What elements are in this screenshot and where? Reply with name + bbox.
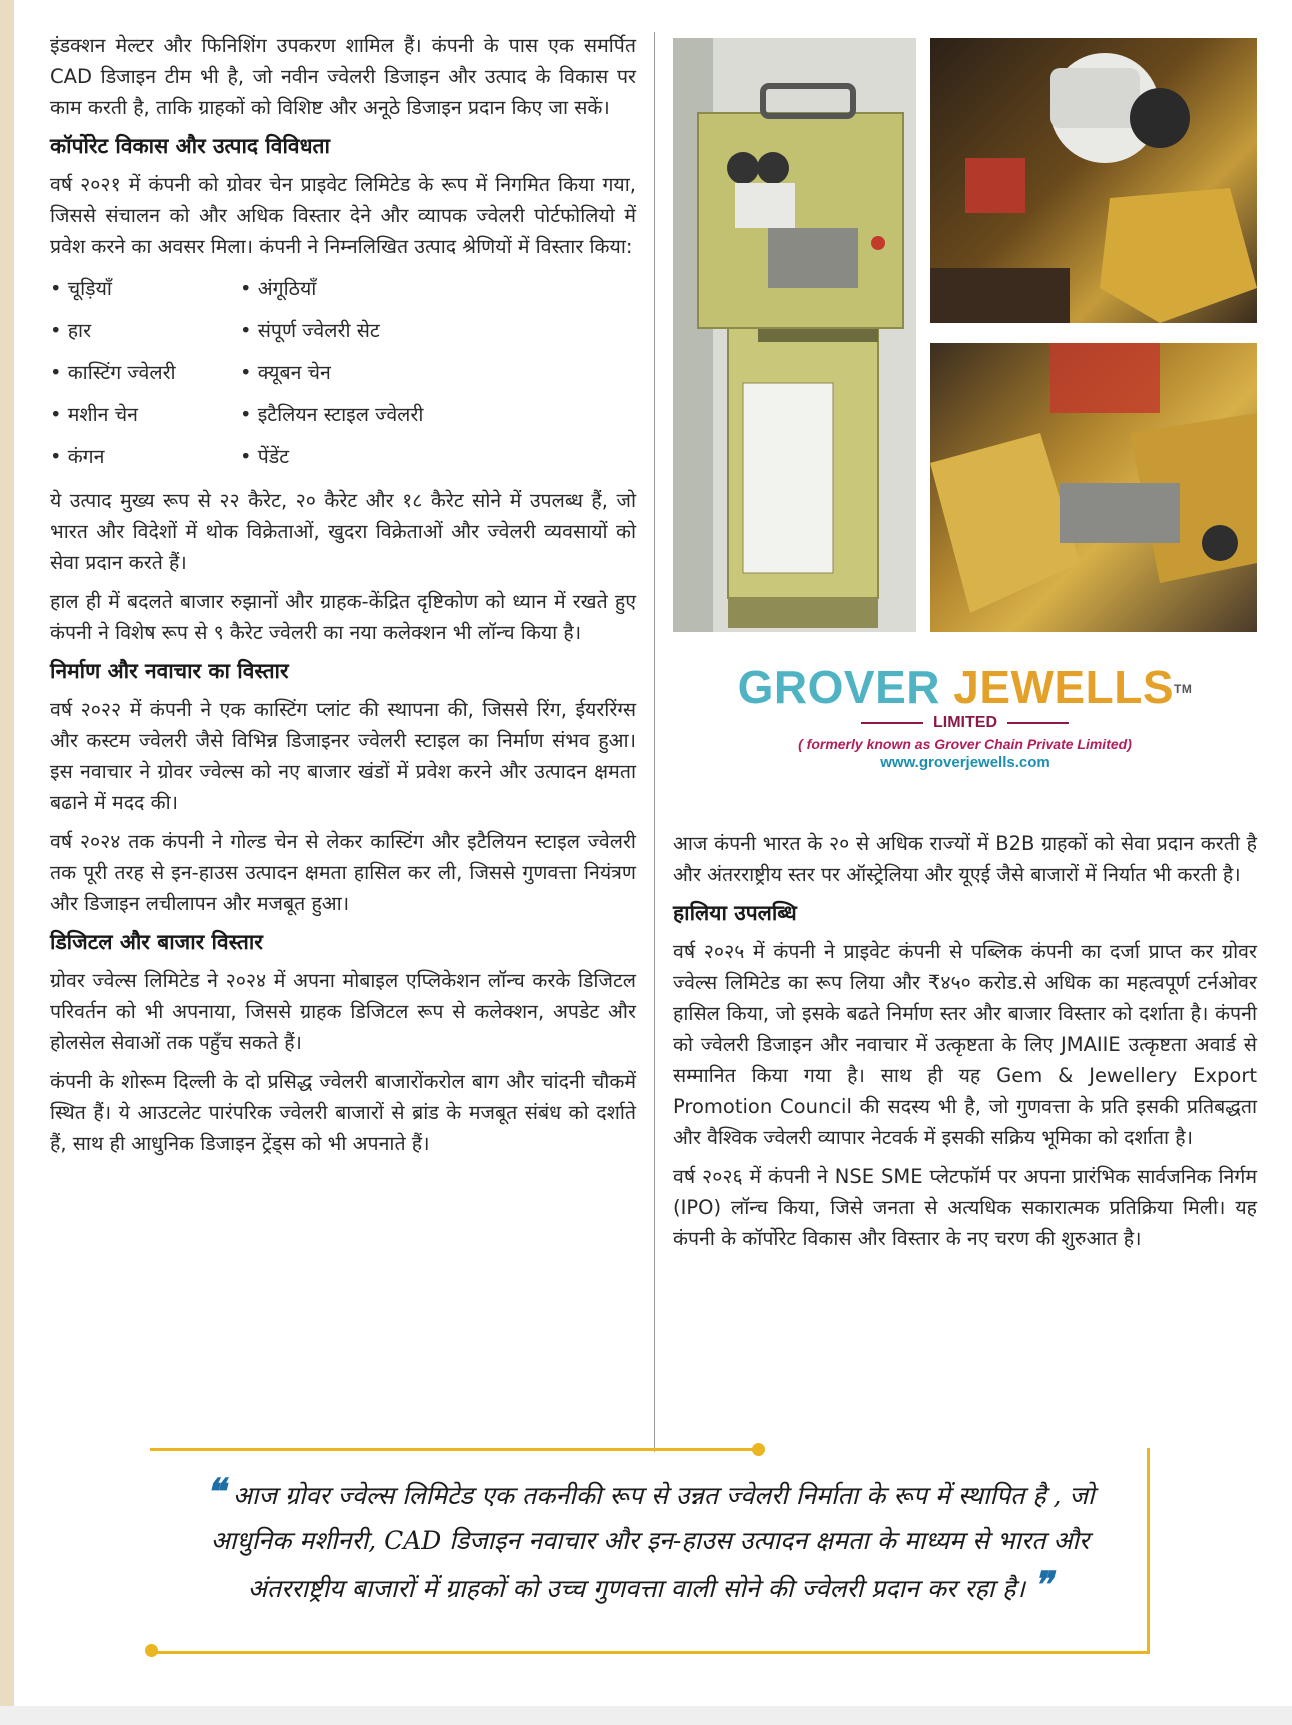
paragraph-mobile-app: ग्रोवर ज्वेल्स लिमिटेड ने २०२४ में अपना मोबाइल एप्लिकेशन लॉन्च करके डिजिटल परिवर्तन को भी अपनाया, जिससे ग्राहक डिजिटल रूप से कलेक्शन, अपडेट और होलसेल सेवाओं तक पहुँच सकते हैं।: [50, 969, 636, 1054]
pull-quote-box: [150, 1448, 1150, 1654]
list-item: • कास्टिंग ज्वेलरी: [50, 361, 176, 384]
list-item: • अंगूठियाँ: [240, 277, 317, 300]
workbench-illustration: [930, 343, 1257, 632]
machine-illustration: [673, 38, 916, 632]
website-url: www.groverjewells.com: [880, 754, 1050, 771]
column-divider: [654, 32, 655, 1452]
logo-word-jewells: JEWELLS: [953, 661, 1175, 713]
paragraph-2024: वर्ष २०२४ तक कंपनी ने गोल्ड चेन से लेकर कास्टिंग और इटैलियन स्टाइल ज्वेलरी तक पूरी तरह से इन-हाउस उत्पादन क्षमता हासिल कर ली, जिससे गुणवत्ता नियंत्रण और डिजाइन लचीलापन और मजबूत हुआ।: [50, 830, 636, 915]
photo-collage: [673, 38, 1257, 632]
list-item: • पेंडेंट: [240, 445, 290, 468]
list-item: • कंगन: [50, 445, 105, 468]
paragraph-2025: वर्ष २०२५ में कंपनी ने प्राइवेट कंपनी से पब्लिक कंपनी का दर्जा प्राप्त कर ग्रोवर ज्वेल्स लिमिटेड का रूप लिया और ₹४५० करोड.से अधिक का महत्वपूर्ण टर्नओवर हासिल किया, जो इसके बढते निर्माण स्तर और बाजार विस्तार को दर्शाता है। कंपनी को ज्वेलरी डिजाइन और नवाचार में उत्कृष्टता के लिए JMAIIE उत्कृष्टता अवार्ड से सम्मानित किया गया है। साथ ही यह Gem & Jewellery Export Promotion Council की सदस्य भी है, जो गुणवत्ता के प्रति इसकी प्रतिबद्धता और वैश्विक ज्वेलरी व्यापार नेटवर्क में इसकी सक्रिय भूमिका को दर्शाता है।: [673, 940, 1257, 1149]
product-list: [50, 270, 636, 475]
list-item: • चूड़ियाँ: [50, 277, 112, 300]
heading-recent-achievement: हालिया उपलब्धि: [673, 901, 797, 925]
paragraph-b2b: आज कंपनी भारत के २० से अधिक राज्यों में B2B ग्राहकों को सेवा प्रदान करती है और अंतरराष्ट्रीय स्तर पर ऑस्ट्रेलिया और यूएई जैसे बाजारों में निर्यात भी करती है।: [673, 832, 1257, 886]
microscope-illustration: [930, 38, 1257, 323]
paragraph-2021: वर्ष २०२१ में कंपनी को ग्रोवर चेन प्राइवेट लिमिटेड के रूप में निगमित किया गया, जिससे संचालन को और अधिक विस्तार देने और व्यापक ज्वेलरी पोर्टफोलियो में प्रवेश करने का अवसर मिला। कंपनी ने निम्नलिखित उत्पाद श्रेणियों में विस्तार किया:: [50, 173, 636, 258]
pull-quote-text: आज ग्रोवर ज्वेल्स लिमिटेड एक तकनीकी रूप से उन्नत ज्वेलरी निर्माता के रूप में स्थापित है , जो आधुनिक मशीनरी, CAD डिजाइन नवाचार और इन-हाउस उत्पादन क्षमता के माध्यम से भारत और अंतरराष्ट्रीय बाजारों में ग्राहकों को उच्च गुणवत्ता वाली सोने की ज्वेलरी प्रदान कर रहा है।: [210, 1481, 1095, 1603]
divider: [861, 722, 923, 724]
side-accent-bar: [0, 0, 14, 1725]
heading-corporate-growth: कॉर्पोरेट विकास और उत्पाद विविधता: [50, 134, 330, 158]
machine-photo: [673, 38, 916, 632]
heading-digital: डिजिटल और बाजार विस्तार: [50, 930, 263, 954]
list-item: • क्यूबन चेन: [240, 361, 331, 384]
divider: [1007, 722, 1069, 724]
list-item: • मशीन चेन: [50, 403, 138, 426]
close-quote-icon: ❞: [1032, 1564, 1053, 1606]
right-column: [673, 828, 1257, 1262]
list-item: • हार: [50, 319, 92, 342]
quote-border-dot: [752, 1443, 765, 1456]
paragraph-9k-collection: हाल ही में बदलते बाजार रुझानों और ग्राहक-केंद्रित दृष्टिकोण को ध्यान में रखते हुए कंपनी ने विशेष रूप से ९ कैरेट ज्वेलरी का नया कलेक्शन भी लॉन्च किया है।: [50, 590, 636, 644]
paragraph-karat: ये उत्पाद मुख्य रूप से २२ कैरेट, २० कैरेट और १८ कैरेट सोने में उपलब्ध हैं, जो भारत और विदेशों में थोक विक्रेताओं, खुदरा विक्रेताओं और ज्वेलरी व्यवसायों को सेवा प्रदान करते हैं।: [50, 489, 636, 574]
open-quote-icon: ❝: [205, 1471, 225, 1513]
logo-wordmark: [673, 662, 1257, 712]
company-logo: [673, 662, 1257, 771]
microscope-photo: [930, 38, 1257, 323]
workbench-photo: [930, 343, 1257, 632]
paragraph-showroom: कंपनी के शोरूम दिल्ली के दो प्रसिद्ध ज्वेलरी बाजारोंकरोल बाग और चांदनी चौकमें स्थित हैं। ये आउटलेट पारंपरिक ज्वेलरी बाजारों से ब्रांड के मजबूत संबंध को दर्शाते हैं, साथ ही आधुनिक डिजाइन ट्रेंड्स को भी अपनाते हैं।: [50, 1070, 636, 1155]
logo-limited-row: [673, 714, 1257, 732]
list-item: • संपूर्ण ज्वेलरी सेट: [240, 319, 380, 342]
paragraph-2026: वर्ष २०२६ में कंपनी ने NSE SME प्लेटफॉर्म पर अपना प्रारंभिक सार्वजनिक निर्गम (IPO) लॉन्च किया, जिसे जनता से अत्यधिक सकारात्मक प्रतिक्रिया मिली। यह कंपनी के कॉर्पोरेट विकास और विस्तार के नए चरण की शुरुआत है।: [673, 1165, 1257, 1250]
list-item: • इटैलियन स्टाइल ज्वेलरी: [240, 403, 424, 426]
left-column: [50, 30, 636, 1167]
pull-quote: [190, 1470, 1110, 1611]
logo-limited: LIMITED: [933, 714, 997, 731]
bottom-strip: [0, 1706, 1292, 1725]
heading-manufacturing: निर्माण और नवाचार का विस्तार: [50, 659, 289, 683]
quote-border-dot: [145, 1644, 158, 1657]
paragraph-2022: वर्ष २०२२ में कंपनी ने एक कास्टिंग प्लांट की स्थापना की, जिससे रिंग, ईयररिंग्स और कस्टम ज्वेलरी जैसे विभिन्न डिजाइनर ज्वेलरी स्टाइल का निर्माण संभव हुआ। इस नवाचार ने ग्रोवर ज्वेल्स को नए बाजार खंडों में प्रवेश करने और उत्पादन क्षमता बढाने में मदद की।: [50, 698, 636, 814]
quote-border-top: [150, 1448, 760, 1451]
logo-word-grover: GROVER: [737, 661, 940, 713]
logo-formerly-known: ( formerly known as Grover Chain Private Limited): [798, 736, 1132, 752]
intro-paragraph: इंडक्शन मेल्टर और फिनिशिंग उपकरण शामिल हैं। कंपनी के पास एक समर्पित CAD डिजाइन टीम भी है, जो नवीन ज्वेलरी डिजाइन और उत्पाद के विकास पर काम करती है, ताकि ग्राहकों को विशिष्ट और अनूठे डिजाइन प्रदान किए जा सकें।: [50, 34, 636, 119]
trademark-mark: TM: [1174, 682, 1193, 696]
